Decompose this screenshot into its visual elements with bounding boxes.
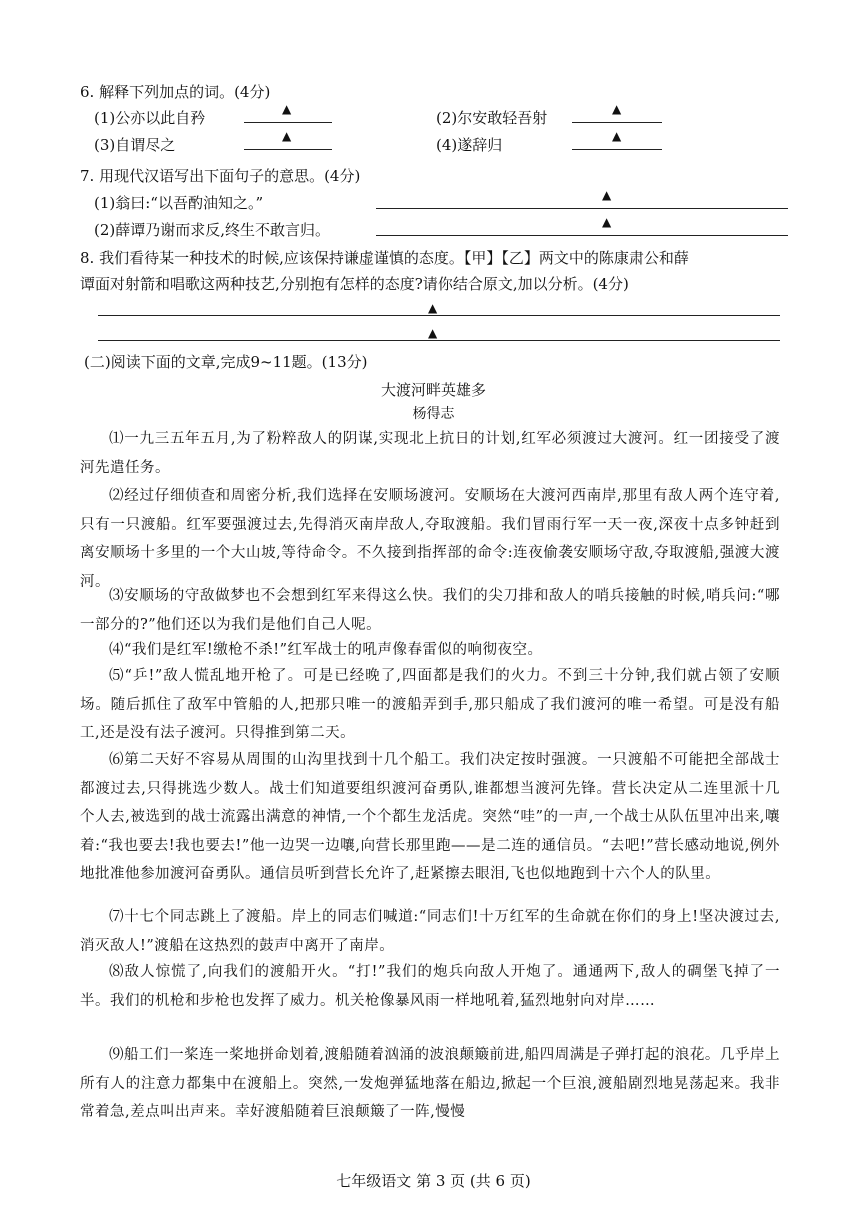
q8-line-2: 谭面对射箭和唱歌这两种技艺,分别抱有怎样的态度?请你结合原文,加以分析。(4分) xyxy=(80,275,629,293)
q6-answer-blank-2[interactable] xyxy=(572,104,662,123)
q6-item-2: (2)尔安敢轻吾射 xyxy=(436,109,548,127)
q7-answer-blank-1[interactable] xyxy=(376,190,788,209)
q6-stem: 6. 解释下列加点的词。(4分) xyxy=(80,83,271,101)
q6-answer-blank-1[interactable] xyxy=(244,104,332,123)
q8-line-1: 8. 我们看待某一种技术的时候,应该保持谦虚谨慎的态度。【甲】【乙】两文中的陈康肃公和薛 xyxy=(80,249,689,267)
paragraph-4: ⑷“我们是红军!缴枪不杀!”红军战士的吼声像春雷似的响彻夜空。 xyxy=(109,642,543,658)
article-author: 杨得志 xyxy=(412,406,455,422)
answer-mark-icon: ▲ xyxy=(428,326,438,340)
answer-mark-icon: ▲ xyxy=(282,102,292,116)
q8-answer-line-1[interactable] xyxy=(98,315,780,316)
q7-answer-blank-2[interactable] xyxy=(376,217,788,236)
answer-mark-icon: ▲ xyxy=(602,188,612,202)
answer-mark-icon: ▲ xyxy=(602,215,612,229)
q6-item-1: (1)公亦以此自矜 xyxy=(94,109,206,127)
paragraph-1: ⑴一九三五年五月,为了粉粹敌人的阴谋,实现北上抗日的计划,红军必须渡过大渡河。红一团接受了渡河先遣任务。 xyxy=(80,431,780,476)
section2-heading: (二)阅读下面的文章,完成9~11题。(13分) xyxy=(84,353,368,371)
answer-mark-icon: ▲ xyxy=(282,129,292,143)
paragraph-8: ⑻敌人惊慌了,向我们的渡船开火。“打!”我们的炮兵向敌人开炮了。通通两下,敌人的碉堡飞掉了一半。我们的机枪和步枪也发挥了威力。机关枪像暴风雨一样地吼着,猛烈地射向对岸…… xyxy=(80,964,780,1009)
q6-item-3: (3)自谓尽之 xyxy=(94,136,176,154)
q6-answer-blank-3[interactable] xyxy=(244,131,332,150)
answer-mark-icon: ▲ xyxy=(612,102,622,116)
q7-item-2: (2)薛谭乃谢而求反,终生不敢言归。 xyxy=(94,221,331,239)
page-footer: 七年级语文 第 3 页 (共 6 页) xyxy=(336,1172,531,1190)
answer-mark-icon: ▲ xyxy=(428,301,438,315)
q7-stem: 7. 用现代汉语写出下面句子的意思。(4分) xyxy=(80,167,361,185)
paragraph-3: ⑶安顺场的守敌做梦也不会想到红军来得这么快。我们的尖刀排和敌人的哨兵接触的时候,哨兵问:“哪一部分的?”他们还以为我们是他们自己人呢。 xyxy=(80,588,780,633)
q6-item-4: (4)遂辞归 xyxy=(436,136,503,154)
paragraph-5: ⑸“乒!”敌人慌乱地开枪了。可是已经晚了,四面都是我们的火力。不到三十分钟,我们就占领了安顺场。随后抓住了敌军中管船的人,把那只唯一的渡船弄到手,那只船成了我们渡河的唯一希望。可是没有船工,还是没有法子渡河。只得推到第二天。 xyxy=(80,668,780,742)
paragraph-7: ⑺十七个同志跳上了渡船。岸上的同志们喊道:“同志们!十万红军的生命就在你们的身上!坚决渡过去,消灭敌人!”渡船在这热烈的鼓声中离开了南岸。 xyxy=(80,909,780,954)
q6-answer-blank-4[interactable] xyxy=(572,131,662,150)
answer-mark-icon: ▲ xyxy=(612,129,622,143)
paragraph-2: ⑵经过仔细侦查和周密分析,我们选择在安顺场渡河。安顺场在大渡河西南岸,那里有敌人两个连守着,只有一只渡船。红军要强渡过去,先得消灭南岸敌人,夺取渡船。我们冒雨行军一天一夜,深夜十点多钟赶到离安顺场十多里的一个大山坡,等待命令。不久接到指挥部的命令:连夜偷袭安顺场守敌,夺取渡船,强渡大渡河。 xyxy=(80,488,780,590)
q7-item-1: (1)翁曰:“以吾酌油知之。” xyxy=(94,194,264,212)
paragraph-6: ⑹第二天好不容易从周围的山沟里找到十几个船工。我们决定按时强渡。一只渡船不可能把全部战士都渡过去,只得挑选少数人。战士们知道要组织渡河奋勇队,谁都想当渡河先锋。营长决定从二连里派十几个人去,被选到的战士流露出满意的神情,一个个都生龙活虎。突然“哇”的一声,一个战士从队伍里冲出来,嚷着:“我也要去!我也要去!”他一边哭一边嚷,向营长那里跑——是二连的通信员。“去吧!”营长感动地说,例外地批准他参加渡河奋勇队。通信员听到营长允许了,赶紧擦去眼泪,飞也似地跑到十六个人的队里。 xyxy=(80,752,780,883)
article-title: 大渡河畔英雄多 xyxy=(380,381,486,399)
paragraph-9: ⑼船工们一桨连一桨地拼命划着,渡船随着汹涌的波浪颠簸前进,船四周满是子弹打起的浪花。几乎岸上所有人的注意力都集中在渡船上。突然,一发炮弹猛地落在船边,掀起一个巨浪,渡船剧烈地晃荡起来。我非常着急,差点叫出声来。幸好渡船随着巨浪颠簸了一阵,慢慢 xyxy=(80,1047,780,1121)
q8-answer-line-2[interactable] xyxy=(98,340,780,341)
